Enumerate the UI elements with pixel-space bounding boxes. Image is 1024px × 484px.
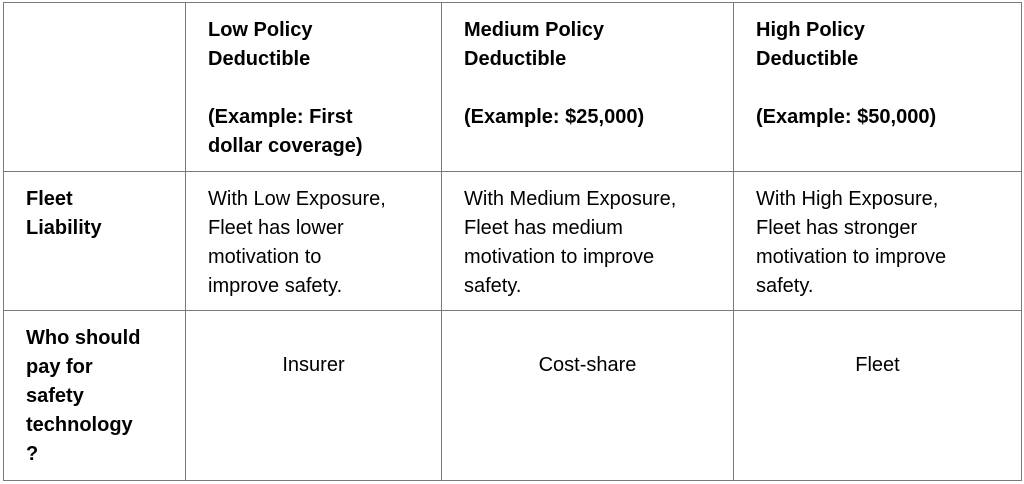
header-title-line: Medium Policy bbox=[464, 19, 605, 41]
header-example-line: (Example: First bbox=[208, 106, 353, 128]
deductible-comparison-table bbox=[3, 2, 1022, 481]
row-label-who-pays bbox=[4, 311, 186, 481]
cell-payer-high bbox=[734, 311, 1022, 481]
header-low-deductible bbox=[186, 3, 442, 172]
cell-line: improve safety. bbox=[208, 275, 343, 297]
header-example-line: (Example: $25,000) bbox=[464, 106, 645, 128]
cell-line: Fleet has lower bbox=[208, 217, 344, 239]
table-header-row bbox=[4, 3, 1022, 172]
table-row-who-pays bbox=[4, 311, 1022, 481]
header-high-deductible bbox=[734, 3, 1022, 172]
header-empty-cell bbox=[4, 3, 186, 172]
row-label-line: pay for bbox=[26, 356, 93, 378]
header-example-line: (Example: $50,000) bbox=[756, 106, 937, 128]
cell-payer-low bbox=[186, 311, 442, 481]
cell-line: safety. bbox=[756, 275, 814, 297]
row-label-line: Fleet bbox=[26, 188, 73, 210]
cell-payer-medium bbox=[442, 311, 734, 481]
payer-value: Insurer bbox=[282, 354, 345, 376]
header-title-line: Deductible bbox=[464, 48, 567, 70]
header-medium-deductible bbox=[442, 3, 734, 172]
cell-line: motivation to bbox=[208, 246, 322, 268]
table-row-fleet-liability bbox=[4, 172, 1022, 311]
payer-value: Cost-share bbox=[538, 354, 637, 376]
cell-line: Fleet has stronger bbox=[756, 217, 918, 239]
cell-medium-exposure bbox=[442, 172, 734, 311]
cell-line: motivation to improve bbox=[756, 246, 947, 268]
header-title-line: Low Policy bbox=[208, 19, 313, 41]
row-label-line: Who should bbox=[26, 327, 141, 349]
header-title-line: Deductible bbox=[756, 48, 859, 70]
header-title-line: High Policy bbox=[756, 19, 865, 41]
cell-line: With High Exposure, bbox=[756, 188, 939, 210]
cell-low-exposure bbox=[186, 172, 442, 311]
header-title-line: Deductible bbox=[208, 48, 311, 70]
cell-high-exposure bbox=[734, 172, 1022, 311]
row-label-line: technology bbox=[26, 414, 133, 436]
cell-line: With Low Exposure, bbox=[208, 188, 386, 210]
cell-line: With Medium Exposure, bbox=[464, 188, 677, 210]
row-label-line: safety bbox=[26, 385, 84, 407]
cell-line: safety. bbox=[464, 275, 522, 297]
header-example-line: dollar coverage) bbox=[208, 135, 363, 157]
cell-line: Fleet has medium bbox=[464, 217, 623, 239]
row-label-fleet-liability bbox=[4, 172, 186, 311]
cell-line: motivation to improve bbox=[464, 246, 655, 268]
row-label-line: Liability bbox=[26, 217, 102, 239]
row-label-line: ? bbox=[26, 443, 39, 465]
payer-value: Fleet bbox=[855, 354, 900, 376]
